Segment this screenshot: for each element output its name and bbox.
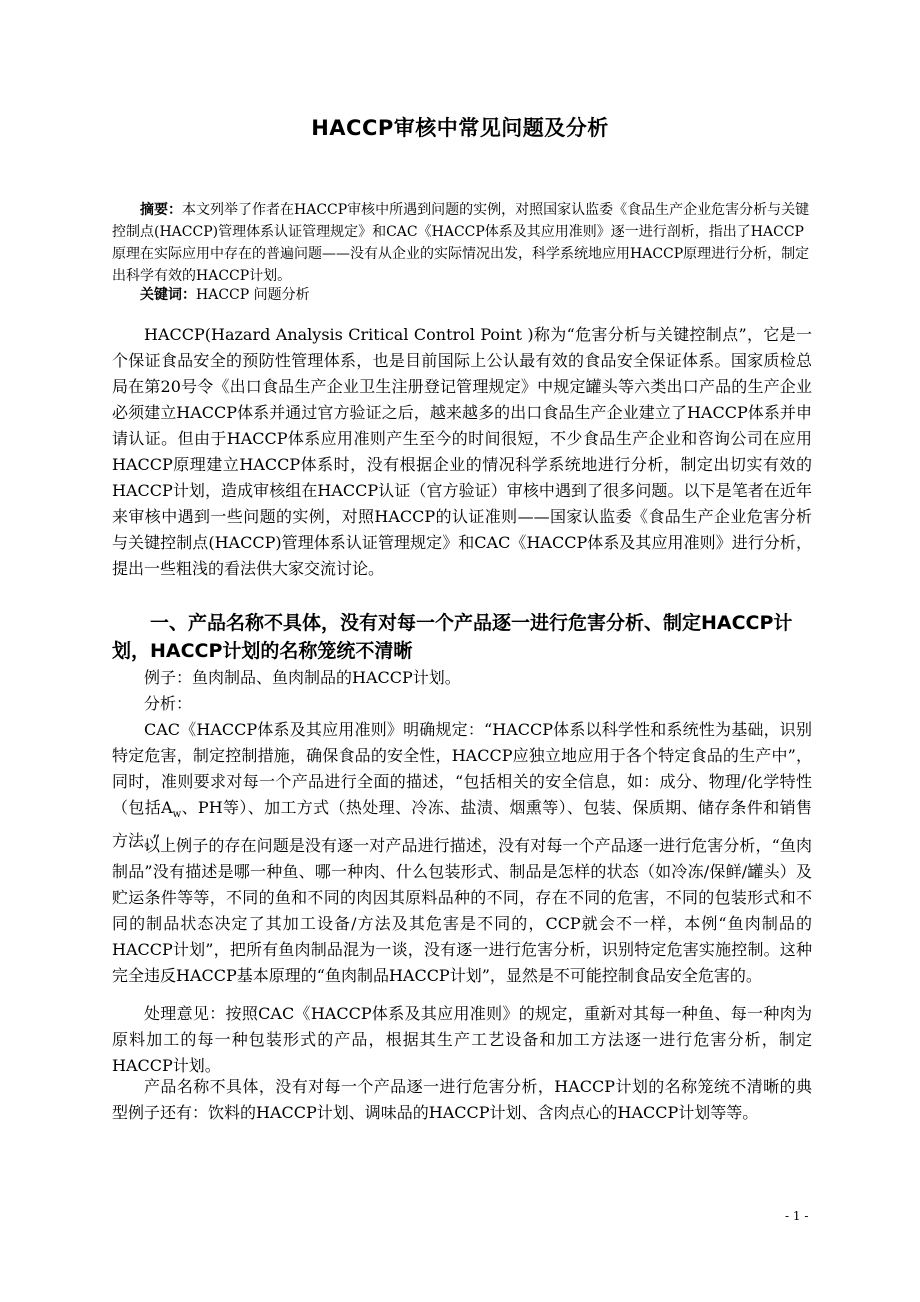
- keywords-text: HACCP 问题分析: [196, 287, 310, 303]
- section-1-paragraph-2: 以上例子的存在问题是没有逐一对产品进行描述，没有对每一个产品逐一进行危害分析，“鱼肉制品”没有描述是哪一种鱼、哪一种肉、什么包装形式、制品是怎样的状态（如冷冻/保鲜/罐头）及贮运条件等等，不同的鱼和不同的肉因其原料品种的不同，存在不同的危害，不同的包装形式和不同的制品状态决定了其加工设备/方法及其危害是不同的，CCP就会不一样，本例“鱼肉制品的HACCP计划”，把所有鱼肉制品混为一谈，没有逐一进行危害分析，识别特定危害实施控制。这种完全违反HACCP基本原理的“鱼肉制品HACCP计划”，显然是不可能控制食品安全危害的。: [112, 836, 812, 985]
- page-number: - 1 -: [785, 1209, 809, 1223]
- abstract-text: 本文列举了作者在HACCP审核中所遇到问题的实例，对照国家认监委《食品生产企业危害分析与关键控制点(HACCP)管理体系认证管理规定》和CAC《HACCP体系及其应用准则》逐一进行剖析，指出了HACCP原理在实际应用中存在的普遍问题——没有从企业的实际情况出发，科学系统地应用HACCP原理进行分析，制定出科学有效的HACCP计划。: [112, 202, 810, 284]
- abstract: [112, 199, 810, 287]
- p1-subscript: w: [172, 809, 182, 821]
- section-1-example: 例子：鱼肉制品、鱼肉制品的HACCP计划。: [144, 668, 461, 687]
- section-1-paragraph-3: 处理意见：按照CAC《HACCP体系及其应用准则》的规定，重新对其每一种鱼、每一种肉为原料加工的每一种包装形式的产品，根据其生产工艺设备和加工方法逐一进行危害分析，制定HACCP计划。: [112, 1004, 812, 1075]
- p1-text-a: CAC《HACCP体系及其应用准则》明确规定：“HACCP体系以科学性和系统性为基础，识别特定危害，制定控制措施，确保食品的安全性，HACCP应独立地应用于各个特定食品的生产中”，同时，准则要求对每一个产品进行全面的描述，“包括相关的安全信息，如：成分、物理/化学特性（包括A: [112, 720, 812, 817]
- document-title: HACCP审核中常见问题及分析: [311, 116, 609, 140]
- p1-text-b: 、PH等）、加工方式（热处理、冷冻、盐渍、烟熏等）、包装、保质期、储存条件和销售方法。”: [112, 798, 812, 851]
- section-1-heading: 一、产品名称不具体，没有对每一个产品逐一进行危害分析、制定HACCP计划，HACCP计划的名称笼统不清晰: [112, 612, 793, 662]
- intro-paragraph: HACCP(Hazard Analysis Critical Control Point )称为“危害分析与关键控制点”，它是一个保证食品安全的预防性管理体系，也是目前国际上公认最有效的食品安全保证体系。国家质检总局在第20号令《出口食品生产企业卫生注册登记管理规定》中规定罐头等六类出口产品的生产企业必须建立HACCP体系并通过官方验证之后，越来越多的出口食品生产企业建立了HACCP体系并申请认证。但由于HACCP体系应用准则产生至今的时间很短，不少食品生产企业和咨询公司在应用HACCP原理建立HACCP体系时，没有根据企业的情况科学系统地进行分析，制定出切实有效的HACCP计划，造成审核组在HACCP认证（官方验证）审核中遇到了很多问题。以下是笔者在近年来审核中遇到一些问题的实例，对照HACCP的认证准则——国家认监委《食品生产企业危害分析与关键控制点(HACCP)管理体系认证管理规定》和CAC《HACCP体系及其应用准则》进行分析，提出一些粗浅的看法供大家交流讨论。: [112, 325, 812, 578]
- section-1-analysis-label: 分析：: [144, 694, 193, 713]
- section-1-paragraph-4: 产品名称不具体，没有对每一个产品逐一进行危害分析，HACCP计划的名称笼统不清晰的典型例子还有：饮料的HACCP计划、调味品的HACCP计划、含肉点心的HACCP计划等等。: [112, 1077, 812, 1122]
- keywords: [140, 284, 310, 306]
- abstract-label: 摘要：: [140, 202, 182, 218]
- keywords-label: 关键词：: [140, 287, 196, 303]
